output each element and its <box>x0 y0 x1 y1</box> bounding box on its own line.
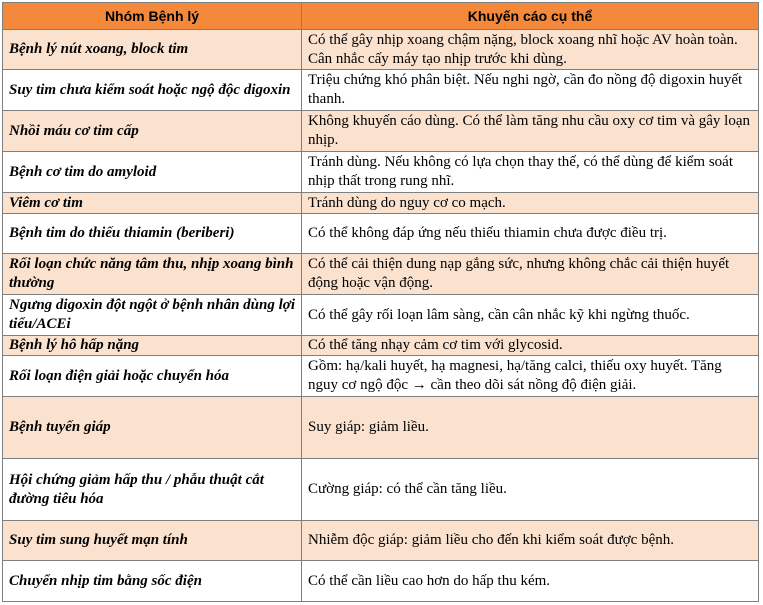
recommendation-cell: Nhiễm độc giáp: giảm liều cho đến khi kiểm soát được bệnh. <box>302 521 759 561</box>
disease-group-cell: Ngưng digoxin đột ngột ở bệnh nhân dùng lợi tiểu/ACEi <box>3 295 302 336</box>
recommendation-cell: Có thể cải thiện dung nạp gắng sức, nhưng không chắc cải thiện huyết động hoặc vận động. <box>302 254 759 295</box>
table-row <box>3 152 759 193</box>
header-disease-group: Nhóm Bệnh lý <box>3 3 302 30</box>
table-row <box>3 336 759 356</box>
recommendation-cell: Có thể gây rối loạn lâm sàng, cần cân nhắc kỹ khi ngừng thuốc. <box>302 295 759 336</box>
recommendation-cell: Cường giáp: có thể cần tăng liều. <box>302 459 759 521</box>
recommendation-cell: Tránh dùng. Nếu không có lựa chọn thay thế, có thể dùng để kiểm soát nhịp thất trong rung nhĩ. <box>302 152 759 193</box>
table-row <box>3 254 759 295</box>
recommendation-cell: Tránh dùng do nguy cơ co mạch. <box>302 193 759 214</box>
table-row <box>3 70 759 111</box>
disease-group-cell: Suy tim sung huyết mạn tính <box>3 521 302 561</box>
table-row <box>3 193 759 214</box>
table-row <box>3 459 759 521</box>
header-row <box>3 3 759 30</box>
table-row <box>3 397 759 459</box>
disease-group-cell: Nhồi máu cơ tim cấp <box>3 111 302 152</box>
table-row <box>3 30 759 70</box>
table-row <box>3 521 759 561</box>
recommendation-cell: Suy giáp: giảm liều. <box>302 397 759 459</box>
recommendation-cell: Không khuyến cáo dùng. Có thể làm tăng nhu cầu oxy cơ tim và gây loạn nhịp. <box>302 111 759 152</box>
table-row <box>3 561 759 602</box>
disease-group-cell: Hội chứng giảm hấp thu / phẫu thuật cắt đường tiêu hóa <box>3 459 302 521</box>
disease-group-cell: Chuyển nhịp tim bằng sốc điện <box>3 561 302 602</box>
recommendation-cell: Gồm: hạ/kali huyết, hạ magnesi, hạ/tăng calci, thiếu oxy huyết. Tăng nguy cơ ngộ độc → cần theo dõi sát nồng độ điện giải. <box>302 356 759 397</box>
table-row <box>3 295 759 336</box>
disease-group-cell: Bệnh tim do thiếu thiamin (beriberi) <box>3 214 302 254</box>
disease-group-cell: Bệnh lý nút xoang, block tim <box>3 30 302 70</box>
disease-group-cell: Rối loạn chức năng tâm thu, nhịp xoang bình thường <box>3 254 302 295</box>
disease-group-cell: Bệnh cơ tim do amyloid <box>3 152 302 193</box>
recommendation-cell: Có thể cần liều cao hơn do hấp thu kém. <box>302 561 759 602</box>
recommendation-table <box>2 2 759 602</box>
recommendation-cell: Có thể không đáp ứng nếu thiếu thiamin chưa được điều trị. <box>302 214 759 254</box>
header-recommendation: Khuyến cáo cụ thể <box>302 3 759 30</box>
disease-group-cell: Rối loạn điện giải hoặc chuyển hóa <box>3 356 302 397</box>
recommendation-cell: Triệu chứng khó phân biệt. Nếu nghi ngờ, cần đo nồng độ digoxin huyết thanh. <box>302 70 759 111</box>
table-row <box>3 356 759 397</box>
table-row <box>3 111 759 152</box>
disease-group-cell: Bệnh lý hô hấp nặng <box>3 336 302 356</box>
recommendation-cell: Có thể gây nhịp xoang chậm nặng, block xoang nhĩ hoặc AV hoàn toàn. Cân nhắc cấy máy tạo nhịp trước khi dùng. <box>302 30 759 70</box>
disease-group-cell: Viêm cơ tim <box>3 193 302 214</box>
disease-group-cell: Bệnh tuyến giáp <box>3 397 302 459</box>
table-row <box>3 214 759 254</box>
disease-group-cell: Suy tim chưa kiểm soát hoặc ngộ độc digoxin <box>3 70 302 111</box>
recommendation-cell: Có thể tăng nhạy cảm cơ tim với glycosid. <box>302 336 759 356</box>
